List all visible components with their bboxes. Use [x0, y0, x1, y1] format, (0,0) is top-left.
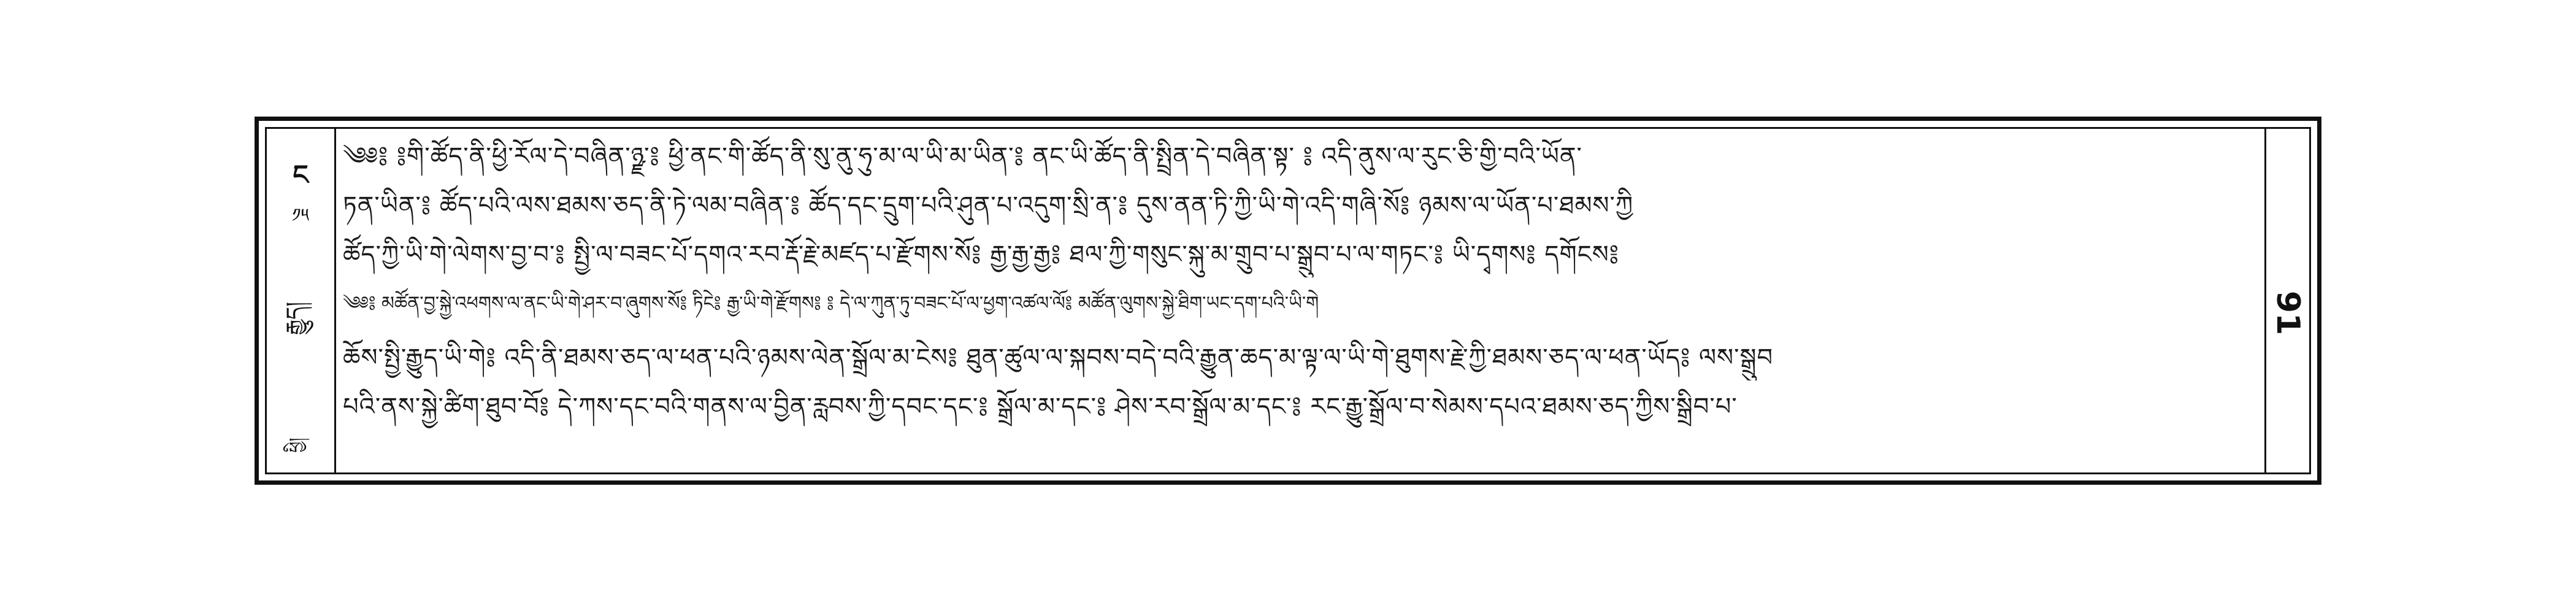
text-line-4: ༄༅༔ མཚོན་བྱ་སྐྱེ་འཕགས་ལ་ནང་ཡི་གེ་ཤར་བ་ཞུགས་སོ༔ ཏིངེ༔ རྒྱ་ཡི་གེ་རྫོགས༔ ༔ དེ་ལ་ཀུན་ཏུ་བཟང་པོ་ལ་ཕྱག་འཚལ་ལོ༔ མཚོན་ལུགས་སྐྱེ་ཐིག་ཡང་དག་པའི་ཡི་གེ [343, 293, 1319, 314]
page-number: 91 [2269, 290, 2306, 336]
side-marker: ཕྱི། [285, 438, 306, 453]
folio-number: ང [293, 160, 309, 191]
folio-inner-frame [265, 127, 2311, 474]
folio-subnumber: ༡༥ [292, 205, 309, 226]
text-line-1: ༄༅༔ ༔གི་ཚོད་ནི་ཕྱི་རོལ་དེ་བཞིན་ཉྫ་༔ ཕྱི་ནང་གི་ཚོད་ནི་སུ་ནུ་ཧུ་མ་ལ་ཡི་མ་ཡིན་༔ ནང་ཡི་ཚོད་ནི་སྤྲིན་དེ་བཞིན་སྟ་ ༔ འདི་ནུས་ལ་རུང་ཅི་གྱི་བའི་ཡོན་ [343, 142, 1582, 171]
text-line-3: ཚོད་ཀྱི་ཡི་གེ་ལེགས་བྱ་བ་༔ སྤྱི་ལ་བཟང་པོ་དགའ་རབ་རྡོ་རྗེ་མཛད་པ་རྫོགས་སོ༔ རྒྱ་རྒྱ་རྒྱ༔ ཐལ་ཀྱི་གསུང་སྐུ་མ་གྲུབ་པ་སྒྲུབ་པ་ལ་གཏང་༔ ཡི་དྭགས༔ དགོངས༔ [343, 241, 1619, 269]
text-line-6: པའི་ནས་སྐྱེ་ཚིག་ཐུབ་བོ༔ དེ་ཀས་དང་བའི་གནས་ལ་བྱིན་རླབས་ཀྱི་དབང་དང་༔ སྒྲོལ་མ་དང་༔ ཤེས་རབ་སྒྲོལ་མ་དང་༔ རང་རྒྱུ་སྒྲོལ་བ་སེམས་དཔའ་ཐམས་ཅད་ཀྱིས་སྒྲིབ་པ་ [343, 393, 1738, 421]
text-line-2: ཏན་ཡིན་༔ ཚོད་པའི་ལས་ཐམས་ཅད་ནི་ཏེ་ལམ་བཞིན་༔ ཚོད་དང་དྲུག་པའི་ཤུན་པ་འདུག་སྲི་ན་༔ དུས་ནན་ཏི་ཀྱི་ཡི་གེ་འདི་གཞི་སོ༔ ཉམས་ལ་ཡོན་པ་ཐམས་ཀྱི [343, 191, 1634, 220]
left-margin [267, 129, 336, 472]
text-block [334, 129, 2266, 472]
text-line-5: ཆོས་སྤྱི་རྒྱུད་ཡི་གེ༔ འདི་ནི་ཐམས་ཅད་ལ་ཕན་པའི་ཉམས་ལེན་སྒྲོལ་མ་ངེས༔ ཐུན་ཚུལ་ལ་སྐབས་བདེ་བའི་རྒྱུན་ཆད་མ་ལྟ་ལ་ཡི་གེ་ཐུགས་རྗེ་ཀྱི་ཐམས་ཅད་ལ་ཕན་ཡོད༔ ལས་སྒྲུབ [343, 344, 1774, 372]
right-margin [2264, 129, 2309, 472]
volume-title: རྒྱུད། [282, 301, 307, 336]
scripture-folio [255, 117, 2321, 485]
